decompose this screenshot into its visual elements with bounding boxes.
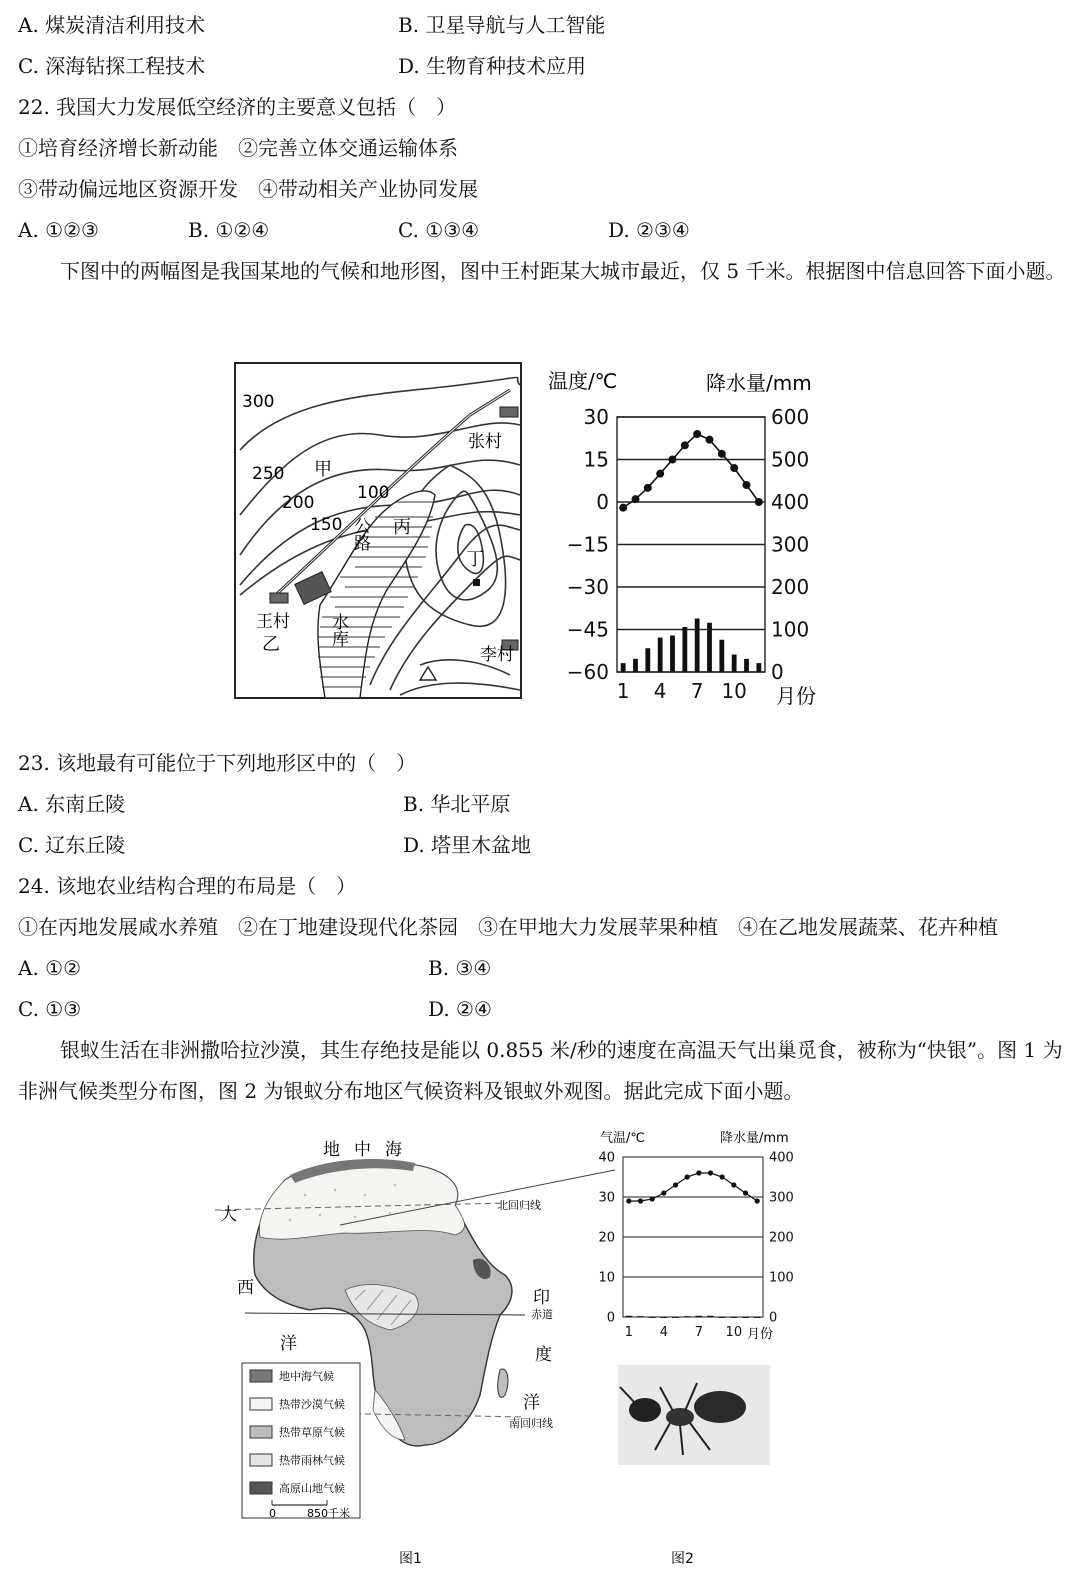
c2-precip-bar (673, 1317, 679, 1318)
c2-temp-point (650, 1196, 655, 1201)
contour-label-100: 100 (357, 483, 390, 503)
c1-precip-bar (658, 638, 662, 672)
q22-items-line1: ①培育经济增长新动能 ②完善立体交通运输体系 (18, 136, 458, 160)
c1-temp-tick: 15 (583, 447, 609, 472)
c2-precip-bar (626, 1316, 632, 1317)
q22-option-b: B. ①②④ (188, 218, 270, 242)
c2-temp-point (708, 1170, 713, 1175)
chart1-precip-axis-label: 降水量/mm (706, 371, 812, 395)
place-label-jia: 甲 (314, 459, 332, 480)
c2-temp-tick: 10 (598, 1270, 615, 1286)
c1-precip-bar (634, 659, 638, 672)
place-label-bing: 丙 (393, 517, 411, 538)
c1-temp-tick: 0 (596, 490, 609, 514)
c1-temp-point (755, 498, 763, 506)
c1-precip-bar (683, 627, 687, 672)
c1-precip-tick: 200 (771, 575, 810, 599)
c1-precip-tick: 600 (771, 405, 810, 429)
c2-precip-tick: 100 (769, 1270, 794, 1286)
legend-tropical-savanna: 热带草原气候 (279, 1426, 345, 1439)
c2-precip-bar (638, 1317, 644, 1318)
c1-precip-tick: 0 (771, 660, 784, 684)
c2-precip-tick: 400 (769, 1150, 794, 1166)
climate-chart-1 (548, 369, 816, 708)
climate-chart-2 (598, 1130, 793, 1342)
c1-temp-line (623, 434, 759, 508)
place-label-zhangcun: 张村 (468, 432, 502, 452)
c2-month-tick: 7 (694, 1325, 703, 1340)
c2-temp-point (755, 1198, 760, 1203)
c1-temp-tick: −45 (566, 617, 609, 642)
c1-temp-point (730, 464, 738, 472)
c1-precip-tick: 400 (771, 490, 810, 514)
c2-temp-point (731, 1182, 736, 1187)
c2-temp-point (661, 1190, 666, 1195)
silver-ant-photo (618, 1365, 770, 1465)
q22-items-line2: ③带动偏远地区资源开发 ④带动相关产业协同发展 (18, 177, 478, 201)
q23-option-b: B. 华北平原 (403, 792, 511, 816)
place-label-licun: 李村 (480, 645, 514, 665)
figure-caption-1: 图1 (399, 1551, 422, 1567)
label-indian-2: 度 (535, 1345, 552, 1365)
c1-temp-tick: −15 (566, 532, 609, 557)
label-indian-3: 洋 (523, 1393, 540, 1413)
legend-highland: 高原山地气候 (279, 1482, 345, 1495)
c2-month-tick: 4 (659, 1325, 668, 1340)
c1-temp-point (644, 484, 652, 492)
q24-option-a: A. ①② (18, 956, 82, 980)
c1-precip-bar (757, 664, 761, 673)
road-label: 公路 (350, 517, 370, 551)
q24-option-d: D. ②④ (428, 997, 492, 1021)
c2-temp-point (720, 1174, 725, 1179)
contour-label-250: 250 (252, 464, 285, 484)
c2-temp-point (638, 1198, 643, 1203)
q22-option-d: D. ②③④ (608, 218, 690, 242)
label-indian-1: 印 (533, 1288, 550, 1308)
contour-label-300: 300 (242, 392, 275, 412)
chart2-precip-axis-label: 降水量/mm (720, 1131, 789, 1146)
intro-paragraph-2: 银蚁生活在非洲撒哈拉沙漠，其生存绝技是能以 0.855 米/秒的速度在高温天气出巢觅食，被称为“快银”。图 1 为非洲气候类型分布图，图 2 为银蚁分布地区气候资料及银蚁外观图。据此完成下面小题。 (18, 1038, 1063, 1103)
c1-precip-tick: 500 (771, 447, 810, 472)
scale-zero: 0 (269, 1507, 276, 1520)
place-label-yi: 乙 (262, 634, 280, 655)
c2-temp-point (743, 1190, 748, 1195)
legend-mediterranean: 地中海气候 (279, 1370, 334, 1383)
c1-precip-bar (708, 623, 712, 672)
place-label-wangcun: 王村 (256, 612, 290, 632)
label-equator: 赤道 (531, 1308, 553, 1321)
q22-stem: 22. 我国大力发展低空经济的主要意义包括（ ） (18, 95, 457, 119)
figure-caption-2: 图2 (671, 1551, 694, 1567)
place-label-ding: 丁 (466, 549, 484, 570)
c2-month-tick: 1 (624, 1325, 633, 1340)
c2-temp-point (685, 1174, 690, 1179)
q23-option-a: A. 东南丘陵 (18, 792, 126, 816)
q24-option-b: B. ③④ (428, 956, 492, 980)
c2-precip-tick: 300 (769, 1190, 794, 1206)
q23-stem: 23. 该地最有可能位于下列地形区中的（ ） (18, 751, 417, 775)
c2-temp-point (673, 1182, 678, 1187)
c2-precip-bar (661, 1317, 667, 1318)
c2-temp-tick: 40 (598, 1150, 615, 1166)
c1-precip-bar (720, 640, 724, 672)
c2-precip-tick: 200 (769, 1230, 794, 1246)
c1-temp-point (681, 441, 689, 449)
label-atlantic-2: 西 (237, 1278, 254, 1298)
c1-temp-tick: 30 (583, 405, 609, 429)
c1-precip-bar (671, 636, 675, 672)
label-tropic-south: 南回归线 (509, 1417, 553, 1430)
c1-temp-point (718, 450, 726, 458)
label-tropic-north: 北回归线 (497, 1199, 541, 1212)
c2-precip-bar (731, 1317, 737, 1318)
figure-1 (230, 355, 850, 715)
c2-precip-bar (649, 1317, 655, 1318)
c2-precip-bar (708, 1316, 714, 1317)
c2-precip-bar (754, 1317, 760, 1318)
c1-temp-point (693, 430, 701, 438)
intro-paragraph-1: 下图中的两幅图是我国某地的气候和地形图，图中王村距某大城市最近，仅 5 千米。根据图中信息回答下面小题。 (60, 259, 1066, 283)
reservoir-label: 水库 (328, 613, 348, 647)
c1-month-tick: 1 (616, 679, 630, 703)
chart2-month-axis-label: 月份 (747, 1327, 774, 1342)
contour-label-150: 150 (310, 515, 343, 535)
q22-option-c: C. ①③④ (398, 218, 480, 242)
q24-items: ①在丙地发展咸水养殖 ②在丁地建设现代化茶园 ③在甲地大力发展苹果种植 ④在乙地发展蔬菜、花卉种植 (18, 915, 998, 939)
label-mediterranean: 地中海 (323, 1140, 416, 1160)
c1-temp-point (656, 470, 664, 478)
c1-precip-tick: 100 (771, 617, 810, 642)
c2-temp-tick: 0 (606, 1310, 615, 1326)
c1-precip-bar (621, 664, 625, 673)
c1-temp-point (706, 436, 714, 444)
c1-temp-point (632, 495, 640, 503)
q21-option-d: D. 生物育种技术应用 (398, 54, 587, 78)
chart1-month-axis-label: 月份 (776, 684, 816, 708)
c1-temp-point (669, 456, 677, 464)
label-atlantic-3: 洋 (280, 1334, 297, 1354)
c2-temp-tick: 20 (598, 1230, 615, 1246)
c1-precip-bar (695, 619, 699, 672)
scale-distance: 850千米 (307, 1507, 350, 1520)
c1-precip-bar (745, 659, 749, 672)
c1-month-tick: 4 (653, 679, 667, 703)
q24-stem: 24. 该地农业结构合理的布局是（ ） (18, 874, 357, 898)
c1-temp-tick: −60 (566, 660, 609, 684)
c2-precip-tick: 0 (769, 1310, 778, 1326)
c2-temp-tick: 30 (598, 1190, 615, 1206)
legend-tropical-rainforest: 热带雨林气候 (279, 1454, 345, 1467)
c2-temp-point (696, 1170, 701, 1175)
figure-2 (215, 1125, 815, 1570)
c2-temp-point (626, 1198, 631, 1203)
q22-option-a: A. ①②③ (18, 218, 99, 242)
legend-tropical-desert: 热带沙漠气候 (279, 1398, 345, 1411)
c1-temp-point (619, 504, 627, 512)
chart2-temp-axis-label: 气温/℃ (600, 1131, 645, 1146)
c2-month-tick: 10 (725, 1325, 743, 1340)
c2-precip-bar (696, 1316, 702, 1317)
c1-precip-bar (732, 655, 736, 672)
contour-label-200: 200 (282, 493, 315, 513)
q23-option-d: D. 塔里木盆地 (403, 833, 532, 857)
c2-precip-bar (719, 1317, 725, 1318)
q24-option-c: C. ①③ (18, 997, 82, 1021)
c1-precip-bar (646, 649, 650, 672)
label-atlantic-1: 大 (220, 1205, 237, 1225)
c1-temp-tick: −30 (566, 575, 609, 599)
chart1-temp-axis-label: 温度/℃ (548, 369, 618, 393)
c1-precip-tick: 300 (771, 532, 810, 557)
c2-precip-bar (743, 1317, 749, 1318)
c2-precip-bar (684, 1317, 690, 1318)
q23-option-c: C. 辽东丘陵 (18, 833, 126, 857)
q21-option-a: A. 煤炭清洁利用技术 (18, 13, 206, 37)
c1-month-tick: 7 (690, 679, 704, 703)
q21-option-c: C. 深海钻探工程技术 (18, 54, 206, 78)
q21-option-b: B. 卫星导航与人工智能 (398, 13, 606, 37)
c1-temp-point (743, 481, 751, 489)
c1-month-tick: 10 (721, 679, 747, 703)
